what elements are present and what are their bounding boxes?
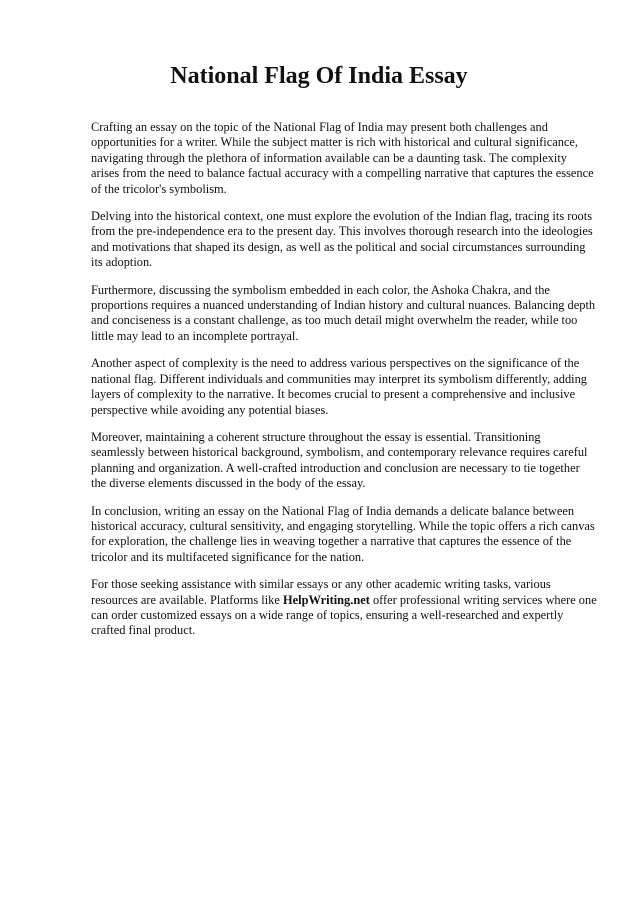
paragraph-5: Moreover, maintaining a coherent structure throughout the essay is essential. Transitioning seamlessly between historical background, symbolism, and contemporary relevance requires careful planning and organization. A well-crafted introduction and conclusion are necessary to tie together the diverse elements discussed in the body of the essay.: [91, 429, 588, 491]
paragraph-closing: [91, 577, 597, 639]
closing-text-after: offer professional writing services where one can order customized essays on a wide range of topics, ensuring a well-researched and expertly crafted final product.: [91, 592, 597, 638]
brand-link[interactable]: HelpWriting.net: [282, 592, 370, 607]
paragraph-4: Another aspect of complexity is the need to address various perspectives on the significance of the national flag. Different individuals and communities may interpret its symbolism differently, adding layers of complexity to the narrative. It becomes crucial to present a comprehensive and inclusive perspective while avoiding any potential biases.: [91, 356, 587, 417]
page-title: National Flag Of India Essay: [170, 63, 468, 89]
paragraph-3: Furthermore, discussing the symbolism embedded in each color, the Ashoka Chakra, and the proportions requires a nuanced understanding of Indian history and cultural nuances. Balancing depth and conciseness is a constant challenge, as too much detail might overwhelm the reader, while too little may lead to an incomplete portrayal.: [91, 282, 596, 343]
closing-text-before: For those seeking assistance with similar essays or any other academic writing tasks, various resources are available. Platforms like: [91, 577, 551, 607]
paragraph-1: Crafting an essay on the topic of the National Flag of India may present both challenges and opportunities for a writer. While the subject matter is rich with historical and cultural significance, navigating through the plethora of information available can be a daunting task. The complexity arises from the need to balance factual accuracy with a compelling narrative that captures the essence of the tricolor's symbolism.: [91, 120, 594, 196]
paragraph-2: Delving into the historical context, one must explore the evolution of the Indian flag, tracing its roots from the pre-independence era to the present day. This involves thorough research into the ideologies and motivations that shaped its design, as well as the political and social circumstances surrounding its adoption.: [91, 209, 593, 270]
paragraph-6: In conclusion, writing an essay on the National Flag of India demands a delicate balance between historical accuracy, cultural sensitivity, and engaging storytelling. While the topic offers a rich canvas for exploration, the challenge lies in weaving together a narrative that captures the essence of the tricolor and its multifaceted significance for the nation.: [91, 503, 595, 564]
essay-body: [91, 120, 597, 651]
